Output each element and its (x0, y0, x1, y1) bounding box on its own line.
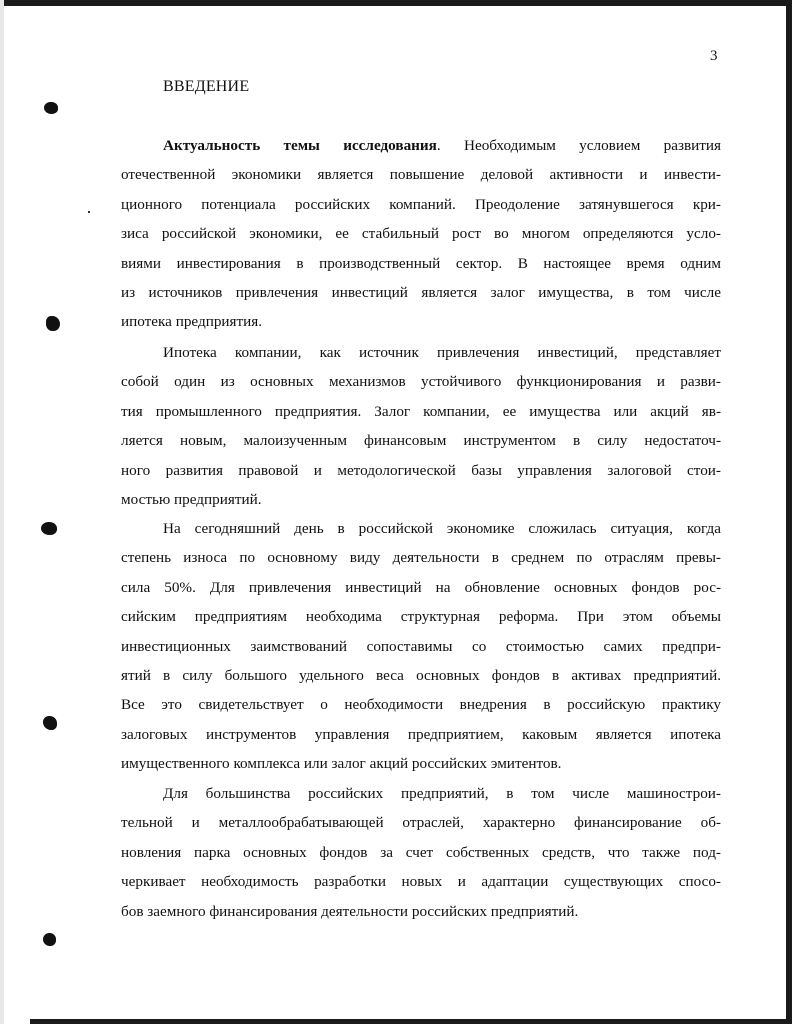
paragraph-line: ятий в силу большого удельного веса основных фондов в активах предприятий. (121, 666, 721, 684)
paragraph-line: тия промышленного предприятия. Залог компании, ее имущества или акций яв- (121, 402, 721, 420)
paragraph-line: новления парка основных фондов за счет собственных средств, что также под- (121, 843, 721, 861)
paragraph-line: ипотека предприятия. (121, 313, 263, 331)
paragraph-line: ляется новым, малоизученным финансовым инструментом в силу недостаточ- (121, 432, 721, 450)
punch-hole-mark (41, 522, 57, 535)
paragraph-line: имущественного комплекса или залог акций российских эмитентов. (121, 755, 562, 773)
paragraph-line: мостью предприятий. (121, 490, 262, 508)
paragraph-financing (121, 779, 721, 926)
paragraph-line: Ипотека компании, как источник привлечения инвестиций, представляет (163, 344, 721, 361)
paragraph-line: сийским предприятиям необходима структурная реформа. При этом объемы (121, 608, 721, 626)
scan-right-edge (786, 0, 792, 1024)
scan-speck (88, 211, 90, 213)
paragraph-line: инвестиционных заимствований сопоставимы со стоимостью самих предпри- (121, 637, 721, 655)
paragraph-line: виями инвестирования в производственный сектор. В настоящее время одним (121, 254, 721, 272)
paragraph-line: отечественной экономики является повышение деловой активности и инвести- (121, 166, 721, 184)
paragraph-line: На сегодняшний день в российской экономике сложилась ситуация, когда (163, 520, 721, 537)
paragraph-line: Для большинства российских предприятий, в том числе машинострои- (163, 785, 721, 802)
paragraph-line: залоговых инструментов управления предприятием, каковым является ипотека (121, 725, 721, 743)
paragraph-line: ционного потенциала российских компаний. Преодоление затянувшегося кри- (121, 195, 721, 213)
scan-bottom-edge (30, 1019, 792, 1024)
paragraph-line (121, 131, 721, 160)
paragraph-line: черкивает необходимость разработки новых и адаптации существующих спосо- (121, 873, 721, 891)
paragraph-mortgage (121, 338, 721, 514)
paragraph-line: Все это свидетельствует о необходимости внедрения в российскую практику (121, 696, 721, 714)
paragraph-line: зиса российской экономики, ее стабильный рост во многом определяются усло- (121, 225, 721, 243)
paragraph-line: тельной и металлообрабатывающей отраслей, характерно финансирование об- (121, 814, 721, 832)
punch-hole-mark (44, 102, 58, 114)
paragraph-line: бов заемного финансирования деятельности российских предприятий. (121, 902, 579, 920)
scan-top-edge (0, 0, 792, 6)
punch-hole-mark (43, 933, 56, 946)
bold-lead: Актуальность темы исследования (163, 137, 437, 154)
paragraph-situation (121, 514, 721, 779)
line-text: . Необходимым условием развития (436, 137, 721, 154)
paragraph-line: из источников привлечения инвестиций является залог имущества, в том числе (121, 283, 721, 301)
scan-left-edge (0, 0, 4, 1024)
section-heading: ВВЕДЕНИЕ (163, 78, 250, 95)
page-number: 3 (710, 48, 718, 64)
paragraph-line: сила 50%. Для привлечения инвестиций на обновление основных фондов рос- (121, 578, 721, 596)
punch-hole-mark (46, 316, 60, 331)
paragraph-relevance (121, 131, 721, 337)
paragraph-line: собой один из основных механизмов устойчивого функционирования и разви- (121, 373, 721, 391)
paragraph-line: степень износа по основному виду деятельности в среднем по отраслям превы- (121, 549, 721, 567)
punch-hole-mark (43, 716, 57, 730)
paragraph-line: ного развития правовой и методологической базы управления залоговой стои- (121, 461, 721, 479)
